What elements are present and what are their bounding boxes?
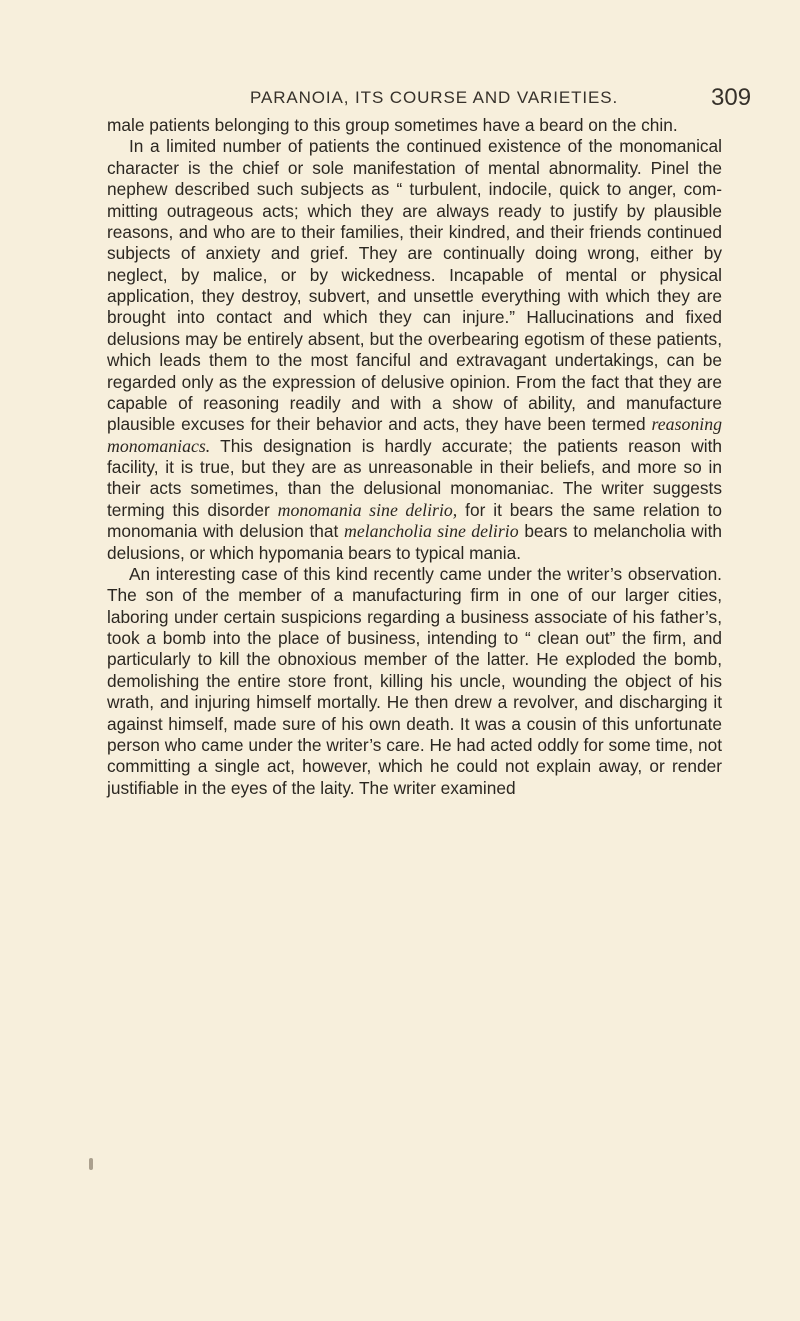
paper-speck (89, 1158, 93, 1170)
italic-term-reasoning-monomaniacs: reasoning monomaniacs. (107, 414, 722, 456)
paragraph-3: An interesting case of this kind recently came under the writer’s observation. The son of the member of a manufacturing firm in one of our larger cities, laboring under certain suspicions regarding a business associate of his father’s, took a bomb into the place of business, intending to “ clean out” the firm, and particularly to kill the obnoxious member of the latter. He exploded the bomb, demolishing the entire store front, killing his uncle, wounding the object of his wrath, and injuring himself mortally. He then drew a revolver, and discharging it against himself, made sure of his own death. It was a cousin of this unfortunate person who came under the writer’s care. He had acted oddly for some time, not committing a single act, however, which he could not explain away, or render justifiable in the eyes of the laity. The writer examined (107, 563, 722, 798)
page-number: 309 (711, 84, 752, 111)
paragraph-2-text-b: This designation is hardly accurate; the patients reason with facility, it is true, but they are as unreasonable in their beliefs, and more so in their acts sometimes, than the delusional monomaniac. The writer suggests terming this disorder (107, 435, 722, 520)
running-head: PARANOIA, ITS COURSE AND VARIETIES. (250, 88, 619, 107)
italic-term-melancholia-sine-delirio: melancholia sine delirio (344, 521, 519, 542)
paragraph-2-text-a: In a limited number of patients the continued existence of the monomanical character is the chief or sole manifestation of mental abnormality. Pinel the nephew described such subjects as “ turbulent, indocile, quick to anger, committing outrageous acts; which they are always ready to justify by plausible reasons, and who are to their families, their kindred, and their friends continued subjects of anxiety and grief. They are continually doing wrong, either by neglect, by malice, or by wickedness. Incapable of mental or physical application, they destroy, subvert, and unsettle everything with which they are brought into contact and which they can injure.” Hallucinations and fixed delusions may be entirely absent, but the overbearing egotism of these patients, which leads them to the most fanciful and extravagant undertakings, can be regarded only as the expression of delusive opinion. From the fact that they are capable of reasoning readily and with a show of ability, and manufacture plausible excuses for their behavior and acts, they have been termed (107, 136, 722, 435)
paragraph-2-text-d: bears to melancholia with delusions, or which hypomania bears to typical mania. (107, 521, 722, 563)
italic-term-monomania-sine-delirio: monomania sine delirio, (277, 499, 458, 520)
paragraph-1: male patients belonging to this group sometimes have a beard on the chin. (107, 115, 678, 135)
paragraph-2-text-c: for it bears the same relation to monomania with delusion that (107, 499, 722, 542)
paragraph-2 (107, 136, 722, 564)
body-text (107, 115, 722, 799)
